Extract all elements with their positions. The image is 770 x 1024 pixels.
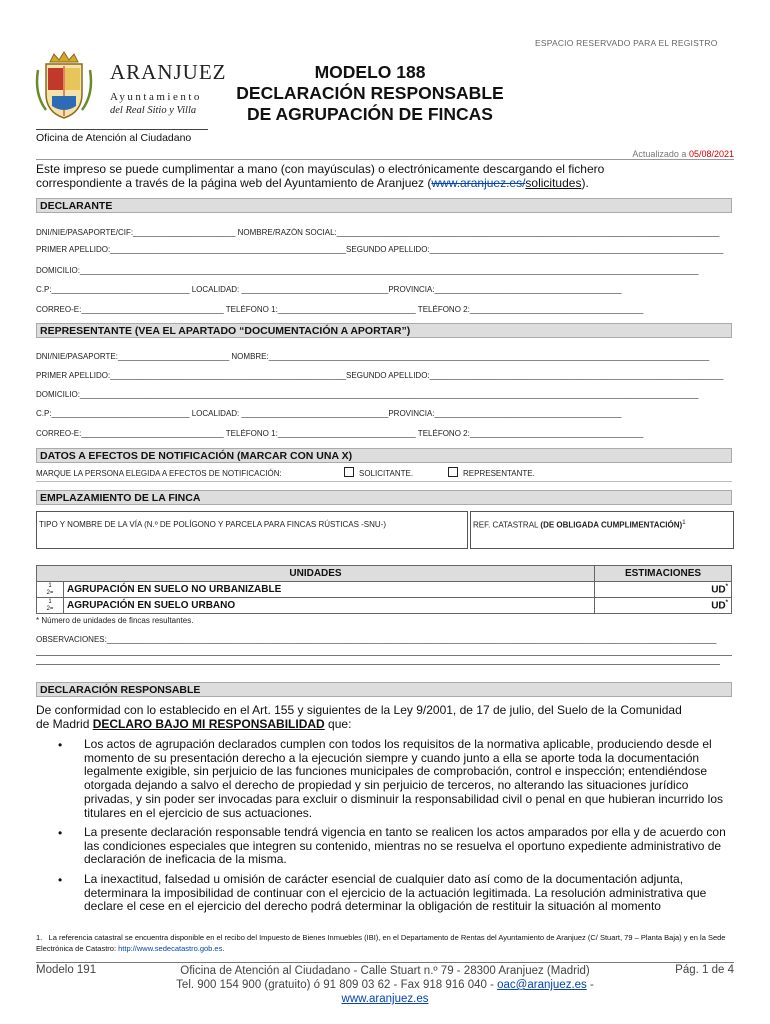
intro-line2 bbox=[36, 176, 736, 190]
declaracion-intro-line2 bbox=[36, 718, 736, 732]
representante-checkbox[interactable] bbox=[448, 467, 458, 477]
declarante-apellidos-row[interactable]: PRIMER APELLIDO:_____________________________________________________SEGUNDO APELLIDO:__________________________________________________________________ bbox=[36, 245, 724, 254]
form-title-line2: DECLARACIÓN RESPONSABLE bbox=[236, 83, 504, 103]
declarante-correo-row[interactable]: CORREO-E:________________________________ TELÉFONO 1:_______________________________ TELÉFONO 2:_______________________________________ bbox=[36, 305, 644, 314]
intro-line2-text: correspondiente a través de la página web del Ayuntamiento de Aranjuez ( bbox=[36, 176, 432, 190]
row2-fraction-icon bbox=[37, 598, 64, 614]
intro-line1: Este impreso se puede cumplimentar a mano (con mayúsculas) o electrónicamente descargando el fichero bbox=[36, 162, 605, 176]
ref-bold-text: (DE OBLIGADA CUMPLIMENTACIÓN) bbox=[540, 520, 683, 530]
representante-domicilio-row[interactable]: DOMICILIO:___________________________________________________________________________________________________________________________________________ bbox=[36, 390, 699, 399]
row1-ud: UD bbox=[711, 584, 726, 596]
observations-line bbox=[36, 664, 720, 665]
notificacion-divider bbox=[36, 481, 732, 482]
footer-divider bbox=[36, 962, 734, 963]
form-title bbox=[210, 62, 530, 125]
intro-line2-end: ). bbox=[581, 176, 589, 190]
declaracion-bullet-3: La inexactitud, falsedad u omisión de carácter esencial de cualquier dato así como de la documentación adjunta, determinara la imposibilidad de continuar con el ejercicio de la actuación legitimada. La resolución administrativa que declare el cese en el ejercicio del derecho podrá determinar la obligación de restituir la situación al momento bbox=[84, 872, 707, 914]
city-council-line1: Ayuntamiento bbox=[110, 91, 202, 103]
frac-top: 1 bbox=[48, 582, 52, 589]
row2-ud-mark: * bbox=[725, 599, 728, 606]
table-row bbox=[37, 582, 732, 598]
bullet-icon: • bbox=[58, 826, 63, 840]
intro-line2-start: de Madrid bbox=[36, 716, 93, 731]
row2-label: AGRUPACIÓN EN SUELO URBANO bbox=[64, 598, 595, 614]
units-note: * Número de unidades de fincas resultantes. bbox=[36, 616, 194, 625]
frac-bottom: 2= bbox=[46, 605, 54, 612]
row1-fraction-icon bbox=[37, 582, 64, 598]
updated-date bbox=[540, 149, 734, 159]
footer-web-link[interactable]: www.aranjuez.es bbox=[341, 993, 429, 1005]
header-divider bbox=[36, 159, 734, 160]
footer-sep: - bbox=[586, 979, 594, 991]
updated-date-value: 05/08/2021 bbox=[688, 149, 734, 159]
form-title-line3: DE AGRUPACIÓN DE FINCAS bbox=[247, 104, 493, 124]
footer-phone-text: Tel. 900 154 900 (gratuito) ó 91 809 03 62 - Fax 918 916 040 - bbox=[176, 979, 498, 991]
office-name: Oficina de Atención al Ciudadano bbox=[36, 129, 208, 144]
footnote-number: 1. bbox=[36, 933, 43, 942]
footnote-text: La referencia catastral se encuentra disponible en el recibo del Impuesto de Bienes Inmuebles (IBI), en el Departamento de Rentas del Ayuntamiento de Aranjuez (C/ Stuart, 79 – Planta Baja) y en la Sede Electrónica de Catastro: bbox=[36, 933, 726, 953]
solicitante-checkbox[interactable] bbox=[344, 467, 354, 477]
representante-apellidos-row[interactable]: PRIMER APELLIDO:_____________________________________________________SEGUNDO APELLIDO:__________________________________________________________________ bbox=[36, 371, 724, 380]
city-crest-logo bbox=[32, 50, 96, 122]
frac-bottom: 2= bbox=[46, 589, 54, 596]
declaro-statement: DECLARO BAJO MI RESPONSABILIDAD bbox=[92, 716, 325, 731]
section-declarante-header: DECLARANTE bbox=[36, 198, 732, 213]
bullet-icon: • bbox=[58, 873, 63, 887]
section-notificacion-header: DATOS A EFECTOS DE NOTIFICACIÓN (MARCAR CON UNA X) bbox=[36, 448, 732, 463]
declarante-domicilio-row[interactable]: DOMICILIO:___________________________________________________________________________________________________________________________________________ bbox=[36, 266, 699, 275]
finca-via-label: TIPO Y NOMBRE DE LA VÍA (N.º DE POLÍGONO Y PARCELA PARA FINCAS RÚSTICAS -SNU-) bbox=[39, 520, 387, 529]
footer-contact bbox=[140, 964, 630, 1006]
declarante-dni-row[interactable]: DNI/NIE/PASAPORTE/CIF:_______________________ NOMBRE/RAZÓN SOCIAL:______________________________________________________________________________________ bbox=[36, 228, 720, 237]
observations-field[interactable]: OBSERVACIONES:_________________________________________________________________________________________________________________________________________ bbox=[36, 635, 717, 644]
registry-space-label: ESPACIO RESERVADO PARA EL REGISTRO bbox=[535, 38, 718, 48]
ref-text: REF. CATASTRAL bbox=[473, 520, 541, 530]
section-representante-header: REPRESENTANTE (VEA EL APARTADO “DOCUMENTACIÓN A APORTAR”) bbox=[36, 323, 732, 338]
intro-line2-end: que: bbox=[324, 716, 352, 731]
intro-text bbox=[36, 162, 736, 190]
finca-via-field[interactable] bbox=[36, 511, 468, 549]
footnote bbox=[36, 932, 736, 954]
declaracion-intro-line1: De conformidad con lo establecido en el Art. 155 y siguientes de la Ley 9/2001, de 17 de julio, del Suelo de la Comunidad bbox=[36, 703, 682, 717]
intro-website-link[interactable]: www.aranjuez.es/ bbox=[431, 176, 526, 190]
row1-label: AGRUPACIÓN EN SUELO NO URBANIZABLE bbox=[64, 582, 595, 598]
intro-solicitudes-link[interactable]: solicitudes bbox=[525, 176, 582, 190]
notificacion-option-solicitante[interactable] bbox=[344, 467, 413, 478]
footer-address: Oficina de Atención al Ciudadano - Calle Stuart n.º 79 - 28300 Aranjuez (Madrid) bbox=[180, 965, 590, 977]
representante-correo-row[interactable]: CORREO-E:________________________________ TELÉFONO 1:_______________________________ TELÉFONO 2:_______________________________________ bbox=[36, 429, 644, 438]
form-title-model: MODELO 188 bbox=[314, 62, 426, 82]
row2-ud: UD bbox=[711, 600, 726, 612]
row1-estimation-field[interactable] bbox=[595, 582, 732, 598]
bullet-icon: • bbox=[58, 738, 63, 752]
catastro-link[interactable]: http://www.sedecatastro.gob.es bbox=[118, 944, 223, 953]
section-declaracion-header: DECLARACIÓN RESPONSABLE bbox=[36, 682, 732, 697]
section-finca-header: EMPLAZAMIENTO DE LA FINCA bbox=[36, 490, 732, 505]
solicitante-label: SOLICITANTE. bbox=[359, 469, 414, 478]
city-name: ARANJUEZ bbox=[110, 60, 227, 84]
notificacion-option-representante[interactable] bbox=[448, 467, 535, 478]
units-table bbox=[36, 565, 732, 614]
declaracion-intro bbox=[36, 704, 736, 731]
updated-label: Actualizado a bbox=[632, 149, 689, 159]
row2-estimation-field[interactable] bbox=[595, 598, 732, 614]
row1-ud-mark: * bbox=[725, 583, 728, 590]
representante-cp-row[interactable]: C.P:_______________________________ LOCALIDAD: _________________________________PROVINCIA:__________________________________________ bbox=[36, 409, 622, 418]
representante-label: REPRESENTANTE. bbox=[463, 469, 535, 478]
declarante-cp-row[interactable]: C.P:_______________________________ LOCALIDAD: _________________________________PROVINCIA:__________________________________________ bbox=[36, 285, 622, 294]
footer-email-link[interactable]: oac@aranjuez.es bbox=[497, 979, 587, 991]
frac-top: 1 bbox=[48, 598, 52, 605]
observations-line bbox=[36, 655, 732, 656]
city-council-line2: del Real Sitio y Villa bbox=[110, 105, 197, 116]
estimations-col-header: ESTIMACIONES bbox=[595, 566, 732, 582]
footer-phones bbox=[140, 978, 630, 1006]
table-row bbox=[37, 598, 732, 614]
representante-dni-row[interactable]: DNI/NIE/PASAPORTE:_________________________ NOMBRE:___________________________________________________________________________________________________ bbox=[36, 352, 710, 361]
finca-ref-label bbox=[473, 520, 686, 530]
units-col-header: UNIDADES bbox=[37, 566, 595, 582]
ref-footnote-mark: 1 bbox=[682, 520, 686, 526]
declaracion-bullet-1: Los actos de agrupación declarados cumplen con todos los requisitos de la normativa aplicable, produciendo desde el momento de su presentación derecho a la ejecución siempre y cuando junto a ella se aporte toda la documentación legalmente exigible, sin perjuicio de las funciones municipales de comprobación, control e inspección; entendiéndose otorgada dejando a salvo el derecho de propiedad y sin perjuicio de terceros, no alterando las situaciones jurídico privadas, y sin poder ser invocadas para excluir o disminuir la responsabilidad civil o penal en que hubieran incurrido los titulares en el ejercicio de sus actuaciones. bbox=[84, 737, 724, 820]
footnote-end: . bbox=[222, 944, 225, 953]
footer-page-number: Pág. 1 de 4 bbox=[675, 964, 734, 976]
units-header-row bbox=[37, 566, 732, 582]
finca-ref-field[interactable] bbox=[470, 511, 734, 549]
notificacion-label: MARQUE LA PERSONA ELEGIDA A EFECTOS DE NOTIFICACIÓN: bbox=[36, 469, 282, 478]
footer-model: Modelo 191 bbox=[36, 964, 97, 976]
declaracion-bullet-2: La presente declaración responsable tendrá vigencia en tanto se realicen los actos amparados por ella y de acuerdo con las condiciones especiales que integren su contenido, mientras no se resuelva el oportuno expediente administrativo de declaración de ineficacia de la misma. bbox=[84, 825, 726, 867]
